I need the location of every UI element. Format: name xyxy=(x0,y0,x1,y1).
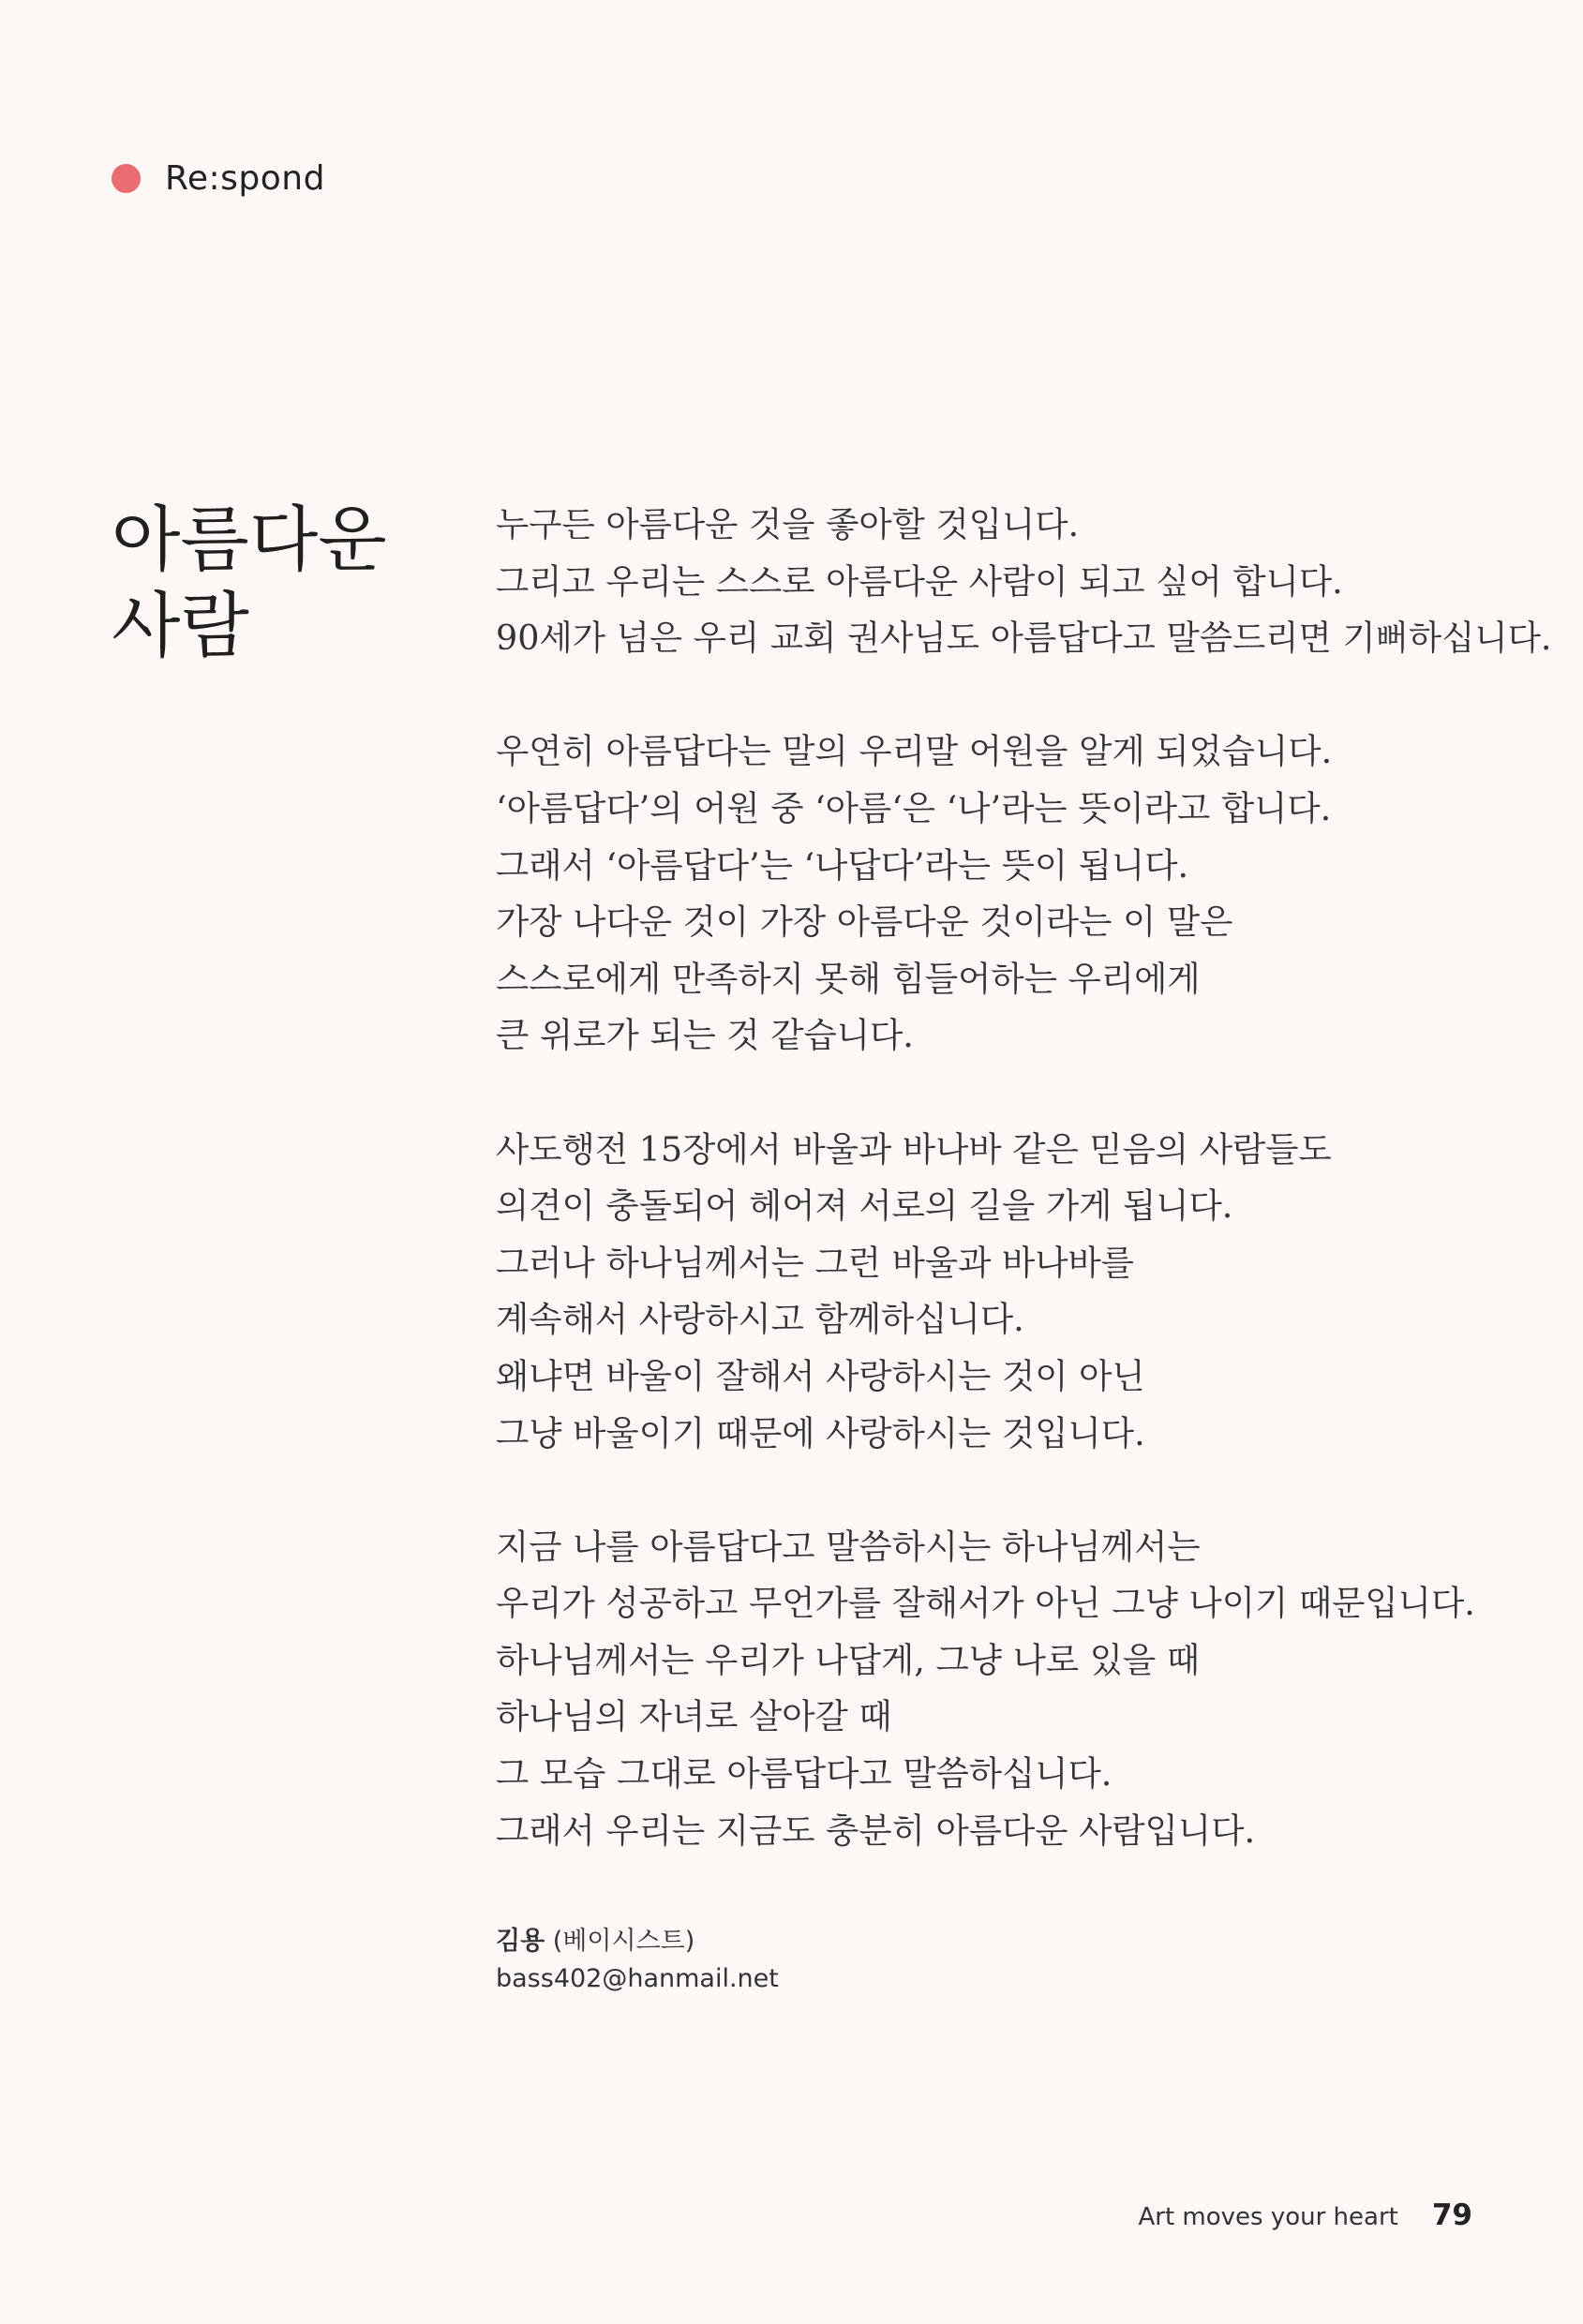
footer-tagline: Art moves your heart xyxy=(1138,2203,1398,2231)
paragraph xyxy=(496,723,1489,1065)
section-label: Re:spond xyxy=(165,159,325,198)
body-line: 큰 위로가 되는 것 같습니다. xyxy=(496,1015,914,1056)
article-body xyxy=(496,497,1552,1916)
section-tag xyxy=(112,159,325,198)
page-number: 79 xyxy=(1431,2198,1472,2232)
body-line: ‘아름답다’의 어원 중 ‘아름‘은 ‘나’라는 뜻이라고 합니다. xyxy=(496,787,1332,828)
paragraph xyxy=(496,1519,1489,1860)
body-line: 가장 나다운 것이 가장 아름다운 것이라는 이 말은 xyxy=(496,901,1233,943)
body-line: 우리가 성공하고 무언가를 잘해서가 아닌 그냥 나이기 때문입니다. xyxy=(496,1583,1475,1624)
body-line: 90세가 넘은 우리 교회 권사님도 아름답다고 말씀드리면 기뻐하십니다. xyxy=(496,618,1552,659)
body-line: 지금 나를 아름답다고 말씀하시는 하나님께서는 xyxy=(496,1526,1201,1567)
author-email: bass402@hanmail.net xyxy=(496,1964,779,1993)
body-line: 의견이 충돌되어 헤어져 서로의 길을 가게 됩니다. xyxy=(496,1185,1233,1227)
body-line: 왜냐면 바울이 잘해서 사랑하시는 것이 아닌 xyxy=(496,1355,1145,1396)
paragraph xyxy=(496,497,1552,667)
body-line: 우연히 아름답다는 말의 우리말 어원을 알게 되었습니다. xyxy=(496,731,1333,772)
body-line: 누구든 아름다운 것을 좋아할 것입니다. xyxy=(496,504,1080,544)
article-title xyxy=(112,497,393,669)
page-footer xyxy=(1138,2198,1472,2232)
section-dot-icon xyxy=(112,164,141,193)
body-line: 그냥 바울이기 때문에 사랑하시는 것입니다. xyxy=(496,1412,1145,1453)
body-line: 그래서 ‘아름답다’는 ‘나답다’라는 뜻이 됩니다. xyxy=(496,844,1189,886)
body-line: 사도행전 15장에서 바울과 바나바 같은 믿음의 사람들도 xyxy=(496,1128,1332,1169)
body-line: 그 모습 그대로 아름답다고 말씀하십니다. xyxy=(496,1753,1113,1795)
body-line: 하나님께서는 우리가 나답게, 그냥 나로 있을 때 xyxy=(496,1639,1201,1680)
body-line: 그리고 우리는 스스로 아름다운 사람이 되고 싶어 합니다. xyxy=(496,560,1343,602)
body-line: 그래서 우리는 지금도 충분히 아름다운 사람입니다. xyxy=(496,1810,1256,1851)
body-line: 계속해서 사랑하시고 함께하십니다. xyxy=(496,1299,1024,1340)
author-name: 김용 xyxy=(496,1927,545,1956)
author-role: (베이시스트) xyxy=(552,1927,695,1956)
paragraph xyxy=(496,1122,1489,1463)
article-title-line: 아름다운 xyxy=(112,498,387,581)
article-title-line: 사람 xyxy=(112,584,249,667)
body-line: 그러나 하나님께서는 그런 바울과 바나바를 xyxy=(496,1242,1135,1283)
body-line: 스스로에게 만족하지 못해 힘들어하는 우리에게 xyxy=(496,958,1201,999)
author-block xyxy=(496,1923,779,1998)
body-line: 하나님의 자녀로 살아갈 때 xyxy=(496,1696,892,1737)
